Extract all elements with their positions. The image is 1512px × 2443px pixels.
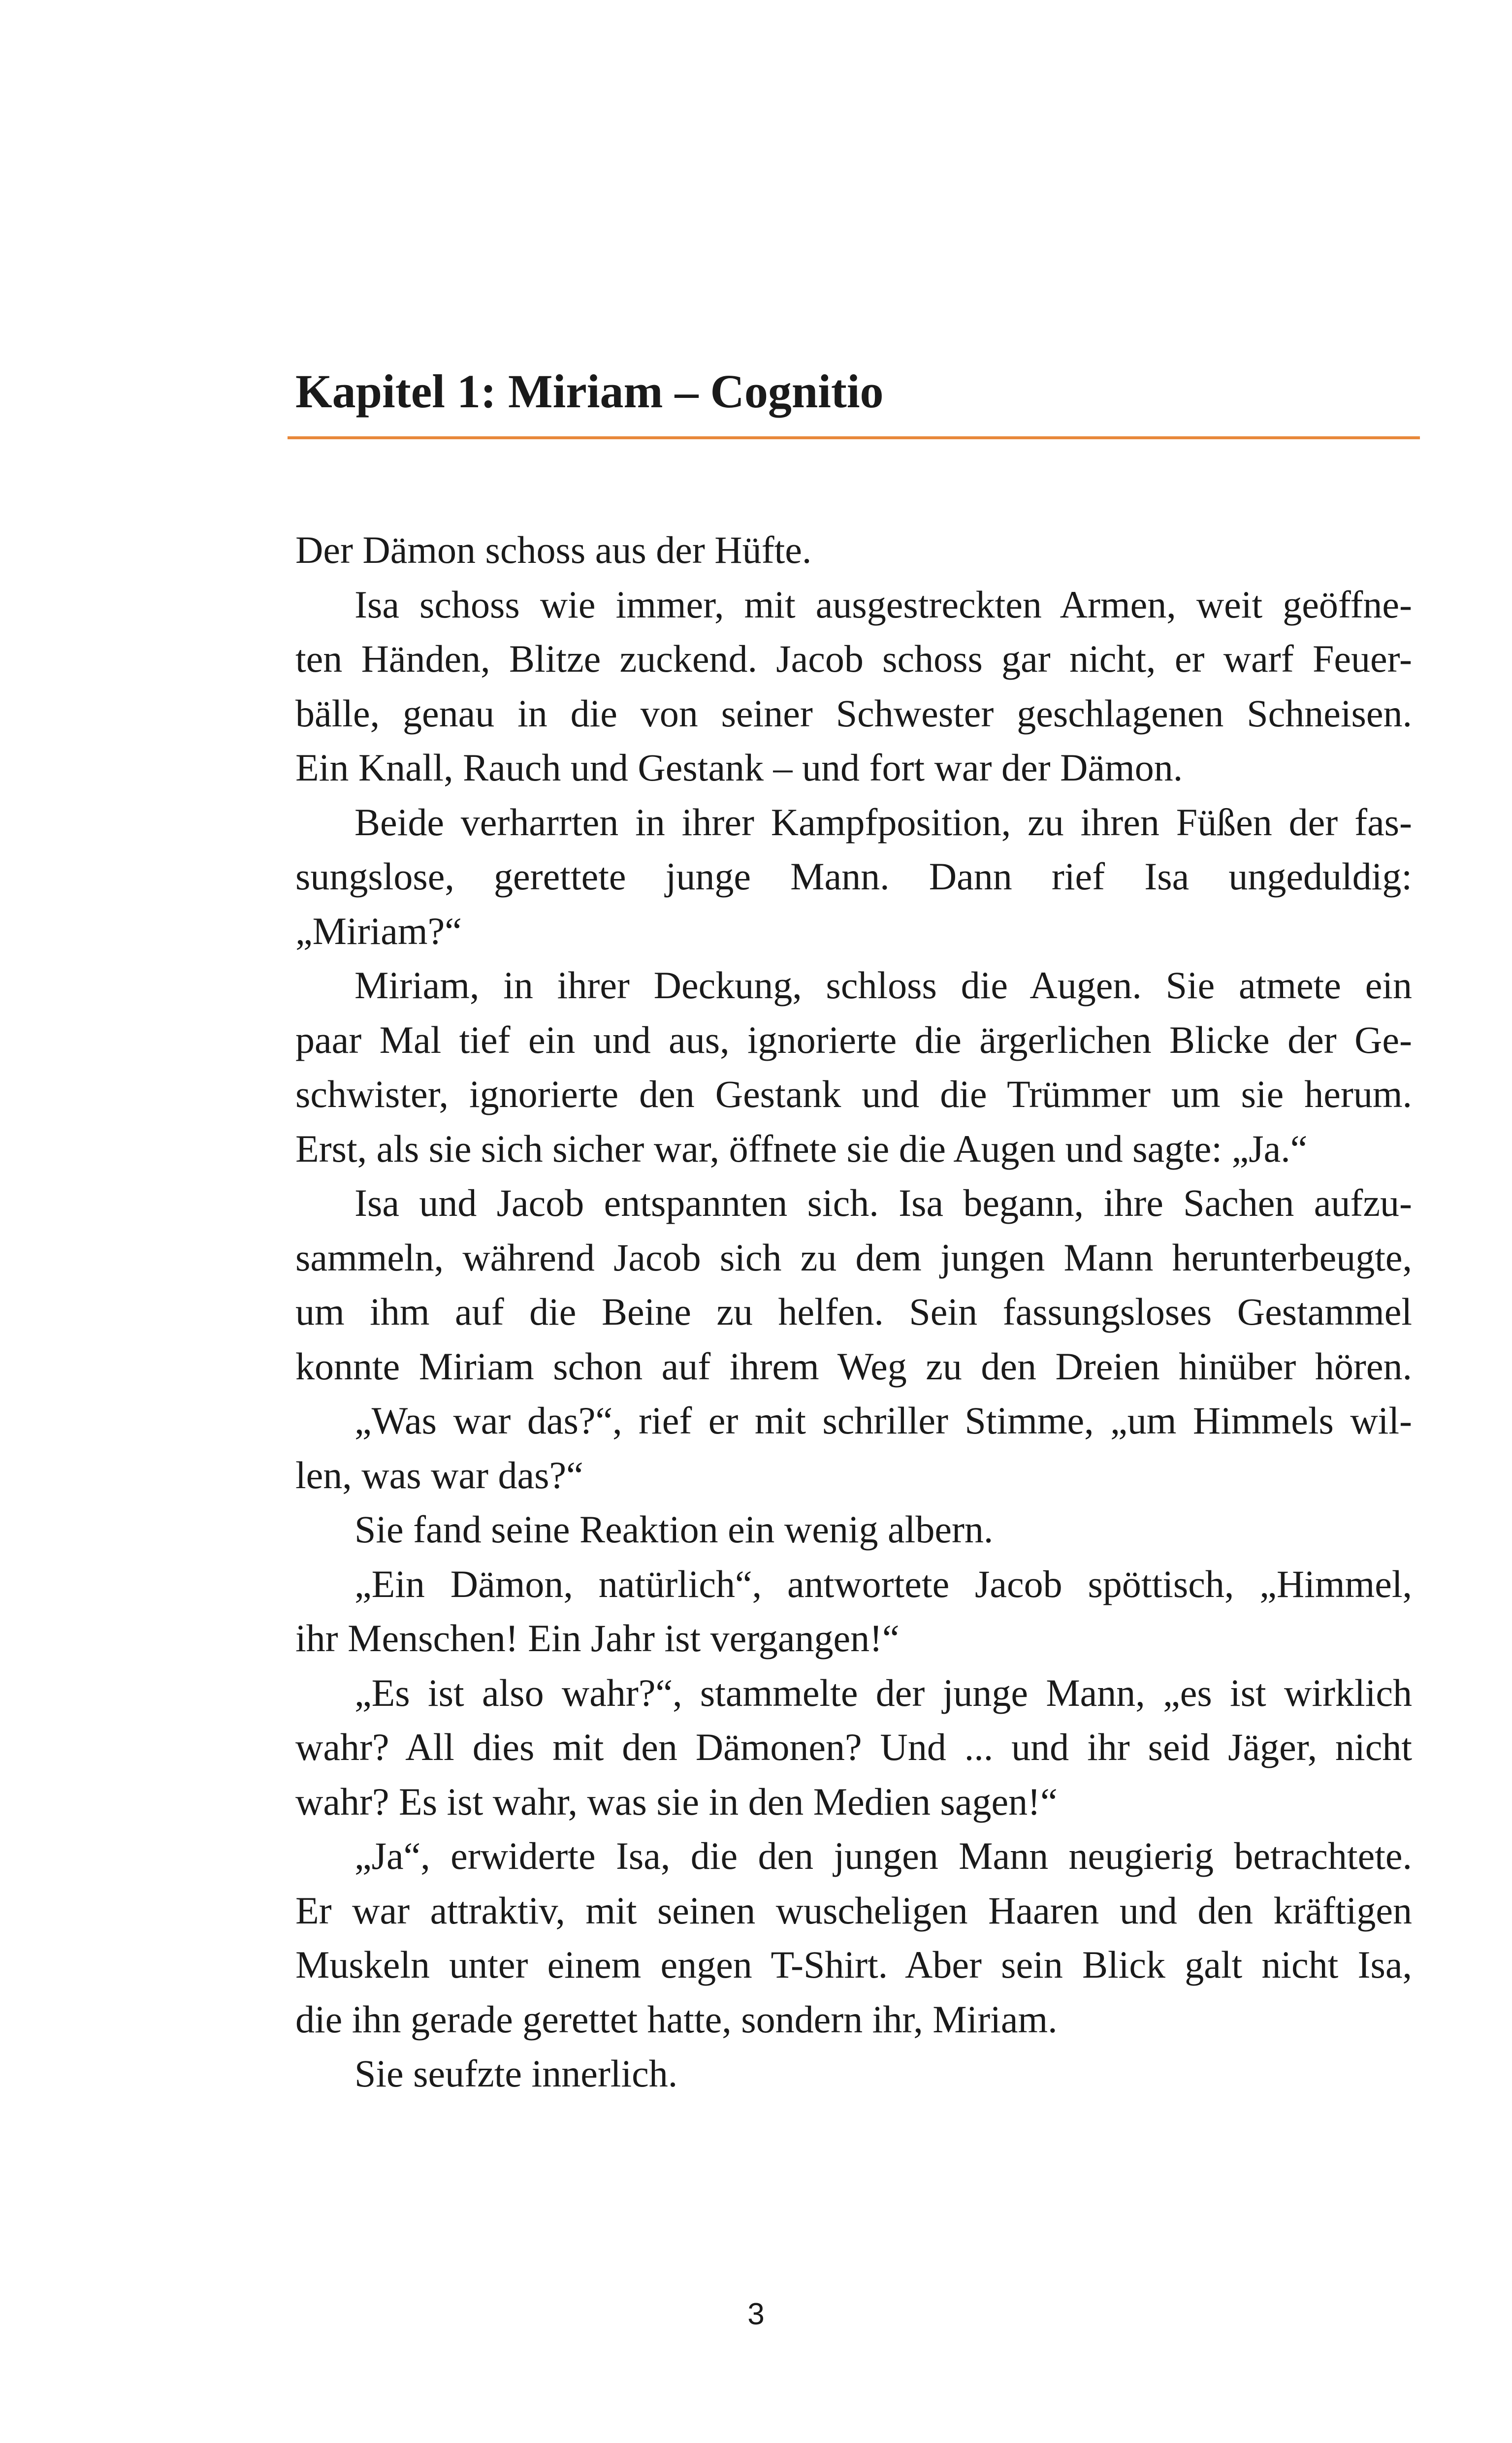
page-number: 3 bbox=[747, 2297, 765, 2331]
body-line: paar Mal tief ein und aus, ignorierte die ärgerlichen Blicke der Ge- bbox=[295, 1018, 1412, 1061]
body-line: sammeln, während Jacob sich zu dem jungen Mann herunterbeugte, bbox=[295, 1236, 1412, 1279]
body-line: Beide verharrten in ihrer Kampfposition, zu ihren Füßen der fas- bbox=[354, 800, 1412, 844]
body-line: bälle, genau in die von seiner Schwester geschlagenen Schneisen. bbox=[295, 691, 1412, 735]
body-line: „Ja“, erwiderte Isa, die den jungen Mann neugierig betrachtete. bbox=[354, 1834, 1412, 1877]
body-line: Isa und Jacob entspannten sich. Isa begann, ihre Sachen aufzu- bbox=[354, 1181, 1412, 1224]
body-line: Miriam, in ihrer Deckung, schloss die Augen. Sie atmete ein bbox=[354, 964, 1412, 1007]
heading-underline bbox=[288, 436, 1420, 439]
body-line: schwister, ignorierte den Gestank und die Trümmer um sie herum. bbox=[295, 1073, 1412, 1115]
body-line: Muskeln unter einem engen T-Shirt. Aber sein Blick galt nicht Isa, bbox=[295, 1943, 1412, 1986]
chapter-heading: Kapitel 1: Miriam – Cognitio bbox=[295, 365, 884, 418]
body-line: ihr Menschen! Ein Jahr ist vergangen!“ bbox=[295, 1617, 900, 1660]
body-line: „Miriam?“ bbox=[295, 909, 462, 952]
body-line: Der Dämon schoss aus der Hüfte. bbox=[295, 528, 812, 571]
body-line: len, was war das?“ bbox=[295, 1453, 583, 1497]
body-line: Isa schoss wie immer, mit ausgestreckten Armen, weit geöffne- bbox=[354, 583, 1412, 626]
body-line: wahr? Es ist wahr, was sie in den Medien sagen!“ bbox=[295, 1780, 1058, 1823]
body-line: Er war attraktiv, mit seinen wuscheligen Haaren und den kräftigen bbox=[295, 1889, 1412, 1932]
body-line: Sie fand seine Reaktion ein wenig albern. bbox=[354, 1508, 994, 1551]
body-line: Sie seufzte innerlich. bbox=[354, 2052, 678, 2095]
body-line: um ihm auf die Beine zu helfen. Sein fassungsloses Gestammel bbox=[295, 1290, 1412, 1333]
body-line: wahr? All dies mit den Dämonen? Und ... und ihr seid Jäger, nicht bbox=[295, 1726, 1412, 1768]
body-line: Ein Knall, Rauch und Gestank – und fort war der Dämon. bbox=[295, 746, 1183, 789]
body-line: „Was war das?“, rief er mit schriller Stimme, „um Himmels wil- bbox=[354, 1399, 1412, 1442]
body-line: konnte Miriam schon auf ihrem Weg zu den Dreien hinüber hören. bbox=[295, 1344, 1412, 1388]
body-line: sungslose, gerettete junge Mann. Dann rief Isa ungeduldig: bbox=[295, 855, 1412, 898]
body-line: die ihn gerade gerettet hatte, sondern ihr, Miriam. bbox=[295, 1997, 1058, 2041]
chapter-body bbox=[295, 523, 1412, 2101]
body-line: „Ein Dämon, natürlich“, antwortete Jacob spöttisch, „Himmel, bbox=[354, 1562, 1412, 1605]
body-line: Erst, als sie sich sicher war, öffnete sie die Augen und sagte: „Ja.“ bbox=[295, 1127, 1308, 1170]
body-line: ten Händen, Blitze zuckend. Jacob schoss gar nicht, er warf Feuer- bbox=[295, 637, 1412, 680]
body-line: „Es ist also wahr?“, stammelte der junge Mann, „es ist wirklich bbox=[354, 1671, 1412, 1714]
